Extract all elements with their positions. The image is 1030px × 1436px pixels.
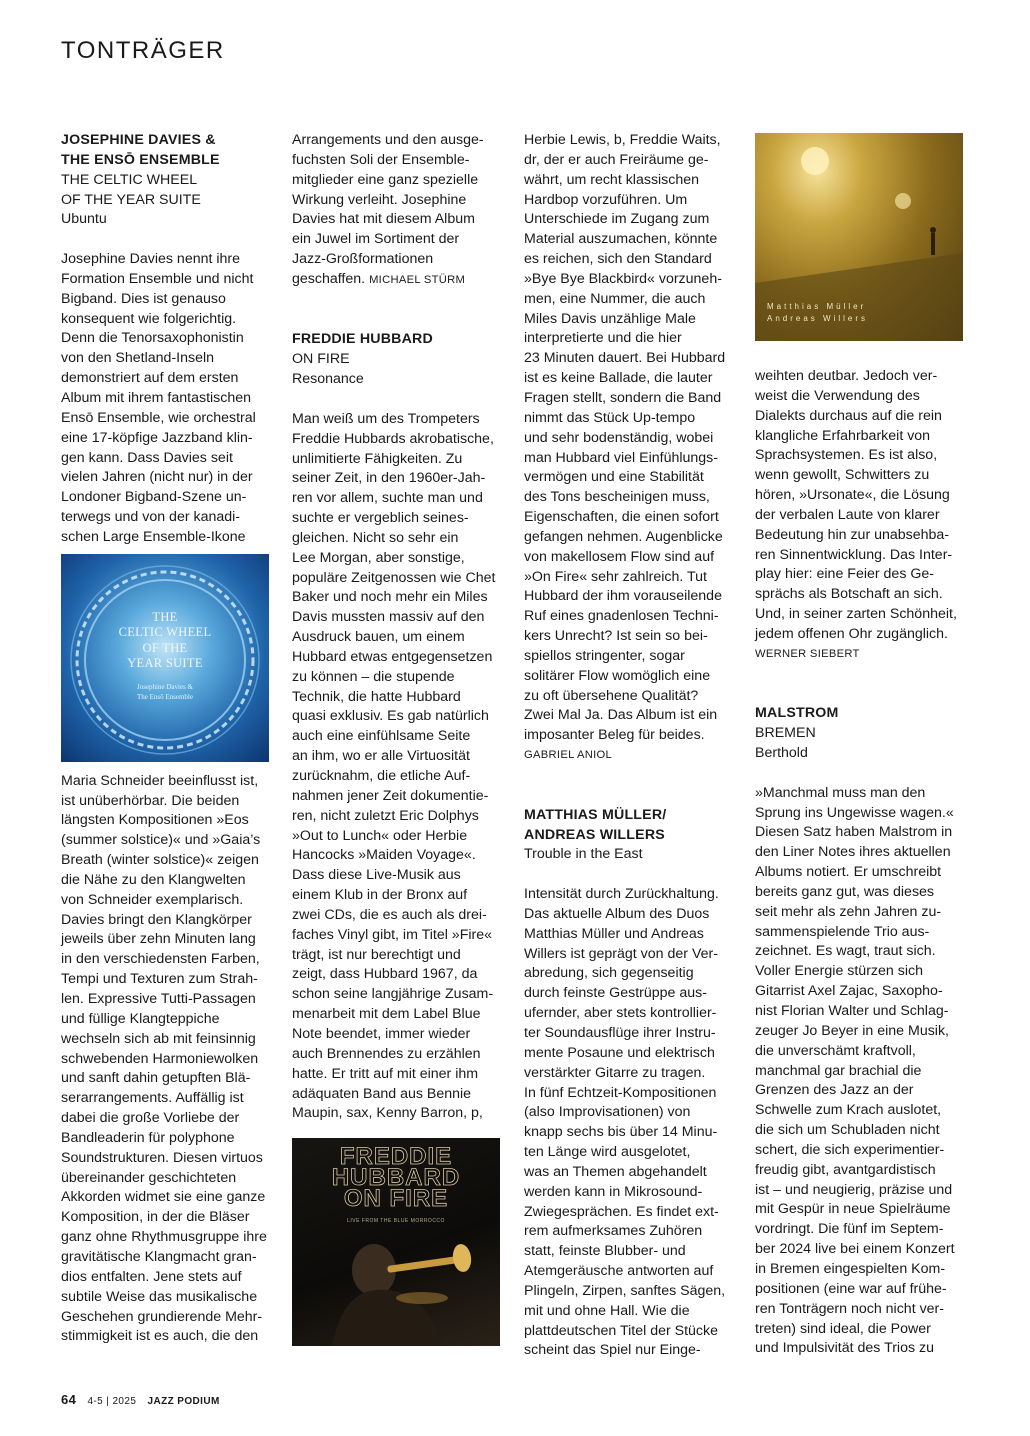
text-line: mente Posaune und elektrisch [524, 1044, 715, 1061]
text-line: Grenzen des Jazz an der [755, 1082, 914, 1099]
text-line: Jazz-Großformationen [292, 251, 434, 268]
review-text [524, 131, 736, 746]
text-line: (also Improvisationen) von [524, 1104, 691, 1121]
text-line: Und, in seiner zarten Schönheit, [755, 606, 957, 623]
text-line: rem aufmerksames Zuhören [524, 1223, 703, 1240]
artist-line: JOSEPHINE DAVIES & [61, 132, 216, 148]
text-line: ren Tonträgern noch nicht ver- [755, 1300, 945, 1317]
text-line: subtile Weise das musikalische [61, 1288, 258, 1305]
text-line: Note beendet, immer wieder [292, 1025, 471, 1042]
text-line: Matthias Müller und Andreas [524, 925, 704, 942]
text-line: Baker und noch mehr ein Miles [292, 589, 488, 606]
text-line: den Liner Notes ihres aktuellen [755, 844, 951, 861]
text-line: und sanft dahin getupften Blä- [61, 1070, 251, 1087]
text-line: zeichnet. Es wagt, traut sich. [755, 943, 936, 960]
text-line: vielen Jahren (nicht nur) in der [61, 469, 253, 486]
text-line: verstärkter Gitarre zu tragen. [524, 1064, 706, 1081]
record-label: Berthold [755, 745, 808, 762]
text-line: plattdeutschen Titel der Stücke [524, 1322, 719, 1339]
text-line: fuchsten Soli der Ensemble- [292, 151, 470, 168]
text-line: sammenspielende Trio aus- [755, 923, 930, 940]
text-line: Plingeln, Zirpen, sanftes Sägen, [524, 1282, 726, 1299]
text-line: seiner Zeit, in den 1960er-Jah- [292, 470, 486, 487]
text-line: an ihm, wo er alle Virtuosität [292, 748, 470, 765]
cover-title: THE CELTIC WHEEL OF THE YEAR SUITE [118, 609, 212, 671]
text-line: wechseln sich ab mit feinsinnig [61, 1030, 256, 1047]
album-title: BREMEN [755, 725, 816, 742]
text-line: die sich um Schubladen nicht [755, 1122, 940, 1139]
column-2 [292, 131, 504, 1346]
text-line: Sprachsystemen. Es ist also, [755, 447, 938, 464]
text-line: Ausdruck bauen, um einem [292, 629, 465, 646]
text-line: Bedeutung hin zur unabsehba- [755, 526, 950, 543]
text-line: demonstriert auf dem ersten [61, 370, 239, 387]
record-label: Resonance [292, 371, 364, 388]
text-line: Unterschiede im Zugang zum [524, 211, 710, 228]
section-title: TONTRÄGER [61, 37, 225, 64]
text-line: terwegs und von der kanadi- [61, 509, 241, 526]
text-line: Akkorden widmet sie eine ganze [61, 1189, 266, 1206]
magazine-name: JAZZ PODIUM [147, 1396, 220, 1407]
text-line: len. Expressive Tutti-Passagen [61, 991, 256, 1007]
text-line: zwei CDs, die es auch als drei- [292, 906, 487, 923]
text-line: Atemgeräusche antworten auf [524, 1263, 714, 1280]
text-line: schwebenden Harmoniewolken [61, 1050, 259, 1067]
text-line: Dialekts durchaus auf die rein [755, 407, 942, 424]
text-line: was an Themen abgehandelt [524, 1163, 707, 1180]
album-cover-trouble-in-the-east [755, 133, 963, 341]
text-line: Intensität durch Zurückhaltung. [524, 886, 719, 903]
album-title: ON FIRE [292, 351, 350, 368]
text-line: dios entfalten. Jene stets auf [61, 1268, 242, 1285]
text-line: mitglieder eine ganz spezielle [292, 171, 479, 188]
text-line: Formation Ensemble und nicht [61, 270, 254, 287]
text-line: Maria Schneider beeinflusst ist, [61, 772, 259, 789]
text-line: Wirkung verleiht. Josephine [292, 191, 467, 208]
artist-line: ANDREAS WILLERS [524, 826, 665, 843]
text-line: vordringt. Die fünf im Septem- [755, 1221, 944, 1238]
review-text [61, 250, 273, 548]
review-text [524, 885, 736, 1361]
text-line: durch feinste Gestrüppe aus- [524, 985, 707, 1002]
column-3 [524, 131, 736, 1361]
text-line: nimmt das Stück Up-tempo [524, 409, 696, 426]
text-line: ist es keine Ballade, die lauter [524, 370, 713, 387]
review-text [61, 772, 273, 1347]
text-line: Fragen stellt, sondern die Band [524, 389, 722, 406]
text-line: zeuger Jo Beyer in eine Musik, [755, 1022, 949, 1039]
text-line: quasi exklusiv. Es gab natürlich [292, 708, 489, 725]
text-line: Komposition, in der die Bläser [61, 1209, 250, 1226]
text-line: populäre Zeitgenossen wie Chet [292, 569, 496, 586]
text-line: Diesen Satz haben Malstrom in [755, 824, 953, 841]
text-line: in den verschiedensten Farben, [61, 951, 260, 968]
text-line: suchte er vergeblich seines- [292, 510, 469, 527]
text-line: ist unüberhörbar. Die beiden [61, 792, 240, 809]
text-line: die unverschämt kraftvoll, [755, 1042, 916, 1059]
text-line: »Manchmal muss man den [755, 784, 926, 801]
text-line: ren, nicht zuletzt Eric Dolphys [292, 807, 479, 824]
text-line: gen kann. Dass Davies seit [61, 449, 233, 466]
text-line: gravitätische Klangmacht gran- [61, 1248, 257, 1265]
text-line: eine 17-köpfige Jazzband klin- [61, 429, 253, 446]
album-cover-on-fire [292, 1138, 500, 1346]
album-title: OF THE YEAR SUITE [61, 191, 201, 208]
text-line: spiellos stringenter, sogar [524, 647, 685, 664]
text-line: und Impulsivität des Trios zu [755, 1340, 934, 1357]
text-line: bereits ganz gut, was dieses [755, 883, 935, 900]
text-line: »Out to Lunch« oder Herbie [292, 827, 468, 844]
text-line: längsten Kompositionen »Eos [61, 812, 249, 829]
text-line: Herbie Lewis, b, Freddie Waits, [524, 132, 721, 148]
text-line: auch eine einfühlsame Seite [292, 728, 471, 745]
text-line: ter Soundausflüge ihrer Instru- [524, 1024, 716, 1041]
text-line: Freddie Hubbards akrobatische, [292, 430, 494, 447]
text-line: in Bremen eingespielten Kom- [755, 1260, 946, 1277]
review-author: WERNER SIEBERT [755, 647, 860, 660]
text-line: mit Gespür in neue Spielräume [755, 1201, 951, 1218]
text-line: sprächs als Botschaft an sich. [755, 586, 943, 603]
text-line: mit und ohne Hall. Wie die [524, 1302, 690, 1319]
text-line: men, eine Nummer, die auch [524, 290, 706, 307]
review-artist: FREDDIE HUBBARD [292, 331, 433, 348]
text-line: solitärer Flow womöglich eine [524, 667, 711, 684]
text-line: hören, »Ursonate«, die Lösung [755, 487, 950, 504]
text-line: Zwiegesprächen. Es findet ext- [524, 1203, 719, 1220]
text-line: die Nähe zu den Klangwelten [61, 871, 246, 888]
text-line: Album mit ihrem fantastischen [61, 389, 252, 406]
text-line: Maupin, sax, Kenny Barron, p, [292, 1105, 483, 1122]
text-line: Eigenschaften, die einen sofort [524, 509, 719, 526]
artist-line: MATTHIAS MÜLLER/ [524, 806, 667, 823]
page-footer [61, 1392, 220, 1407]
text-line: von den Shetland-Inseln [61, 350, 215, 367]
text-line: imposanter Beleg für beides. [524, 727, 705, 744]
text-line: treten) sind ideal, die Power [755, 1320, 931, 1337]
text-line: vermögen und eine Stabilität [524, 469, 704, 486]
text-line: ganz ohne Rhythmusgruppe ihre [61, 1229, 267, 1246]
text-line: (summer solstice)« und »Gaia’s [61, 832, 261, 849]
text-line: Geschehen grundierende Mehr- [61, 1308, 263, 1325]
text-line: trägt, ist nur berechtigt und [292, 946, 461, 963]
text-line: übereinander geschichteten [61, 1169, 237, 1186]
text-line: »On Fire« sehr zahlreich. Tut [524, 568, 707, 585]
text-line: Miles Davis unzählige Male [524, 310, 696, 327]
text-line: zeigt, dass Hubbard 1967, da [292, 966, 478, 983]
text-line: schon seine langjährige Zusam- [292, 986, 494, 1003]
issue-label: 4-5 | 2025 [87, 1396, 137, 1407]
text-line: ist – und neugierig, präzise und [755, 1181, 953, 1198]
text-line: Sprung ins Ungewisse wagen.« [755, 804, 954, 821]
review-text [755, 367, 967, 645]
album-title: THE CELTIC WHEEL [61, 171, 198, 188]
review-artist [524, 806, 736, 846]
text-line: konsequent wie folgerichtig. [61, 310, 237, 327]
text-line: Gitarrist Axel Zajac, Saxopho- [755, 983, 943, 1000]
text-line: schen Large Ensemble-Ikone [61, 528, 246, 545]
text-line: Tempi und Texturen zum Strah- [61, 971, 258, 988]
text-line: Material auszumachen, könnte [524, 231, 718, 248]
text-line: statt, feinste Blubber- und [524, 1243, 686, 1260]
text-line: ren vor allem, suchte man und [292, 490, 483, 507]
text-line: jeweils über zehn Minuten lang [61, 931, 256, 948]
text-line: Bigband. Dies ist genauso [61, 290, 226, 307]
review-text [755, 784, 967, 1359]
text-line: und füllige Klangteppiche [61, 1010, 220, 1027]
text-line: Londoner Bigband-Szene un- [61, 489, 247, 506]
text-line: werden kann in Mikrosound- [524, 1183, 703, 1200]
text-line: des Tons bescheinigen muss, [524, 489, 710, 506]
text-line: seit mehr als zehn Jahren zu- [755, 903, 942, 920]
text-line: währt, um recht klassischen [524, 171, 700, 188]
text-line: manchmal gar brachial die [755, 1062, 922, 1079]
text-line: scheint das Spiel nur Einge- [524, 1342, 701, 1359]
text-line: von Schneider exemplarisch. [61, 891, 244, 908]
review-author: GABRIEL ANIOL [524, 749, 613, 762]
review-text [292, 410, 504, 1124]
text-line: stimmigkeit ist es auch, die den [61, 1328, 259, 1345]
review-text-end: geschaffen. [292, 270, 366, 287]
text-line: Das aktuelle Album des Duos [524, 905, 710, 922]
text-line: der verbalen Laute von klarer [755, 506, 940, 523]
album-title: Trouble in the East [524, 846, 643, 863]
text-line: Bandleaderin für polyphone [61, 1129, 235, 1146]
text-line: Breath (winter solstice)« zeigen [61, 852, 259, 869]
record-label: Ubuntu [61, 211, 107, 228]
text-line: weihten deutbar. Jedoch ver- [755, 368, 938, 384]
text-line: gleichen. Nicht so sehr ein [292, 529, 459, 546]
text-line: Hubbard etwas entgegensetzen [292, 648, 493, 665]
text-line: ber 2024 live bei einem Konzert [755, 1241, 955, 1258]
cover-credit: Josephine Davies & The Ensō Ensemble [137, 682, 193, 701]
text-line: faches Vinyl gibt, im Titel »Fire« [292, 926, 493, 943]
column-1 [61, 131, 273, 1347]
text-line: Schwelle zum Krach auslotet, [755, 1102, 942, 1119]
text-line: Davies hat mit diesem Album [292, 211, 475, 228]
text-line: Hancocks »Maiden Voyage«. [292, 847, 476, 864]
text-line: dabei die große Vorliebe der [61, 1110, 240, 1127]
cover-title: FREDDIE HUBBARD ON FIRE [331, 1143, 461, 1213]
text-line: Ruf eines gnadenlosen Techni- [524, 608, 719, 625]
text-line: jedem offenen Ohr zugänglich. [755, 625, 948, 642]
text-line: kers Unrecht? Ist sein so bei- [524, 628, 708, 645]
text-line: von makellosem Flow sind auf [524, 548, 715, 565]
text-line: man Hubbard viel Einfühlungs- [524, 449, 719, 466]
text-line: nist Florian Walter und Schlag- [755, 1003, 949, 1019]
text-line: Willers ist geprägt von der Ver- [524, 945, 718, 962]
text-line: Lee Morgan, aber sonstige, [292, 549, 465, 566]
text-line: In fünf Echtzeit-Kompositionen [524, 1084, 717, 1101]
text-line: abredung, sich gegenseitig [524, 965, 694, 982]
text-line: wenn gewollt, Schwitters zu [755, 467, 930, 484]
text-line: Ensō Ensemble, wie orchestral [61, 409, 256, 426]
page-number: 64 [61, 1392, 77, 1407]
artist-line: THE ENSŌ ENSEMBLE [61, 151, 220, 168]
text-line: Technik, die hatte Hubbard [292, 688, 461, 705]
text-line: Albums notiert. Er umschreibt [755, 864, 942, 881]
text-line: Hubbard der ihm vorauseilende [524, 588, 722, 605]
text-line: serarrangements. Auffällig ist [61, 1090, 244, 1107]
text-line: Zwei Mal Ja. Das Album ist ein [524, 707, 718, 724]
text-line: play hier: eine Feier des Ge- [755, 566, 935, 583]
review-artist [61, 131, 273, 171]
review-artist: MALSTROM [755, 705, 839, 722]
text-line: positionen (eine war auf frühe- [755, 1280, 947, 1297]
text-line: freudig gibt, avantgardistisch [755, 1161, 936, 1178]
text-line: adäquaten Band aus Bennie [292, 1085, 472, 1102]
text-line: »Bye Bye Blackbird« vorzuneh- [524, 270, 722, 287]
text-line: knapp sechs bis über 14 Minu- [524, 1124, 718, 1141]
text-line: Soundstrukturen. Diesen virtuos [61, 1149, 263, 1166]
text-line: auch Brennendes zu erzählen [292, 1045, 481, 1062]
text-line: Denn die Tenorsaxophonistin [61, 330, 244, 347]
text-line: interpretierte und die hier [524, 330, 682, 347]
trumpet-player-photo [292, 1138, 500, 1346]
text-line: hatte. Er tritt auf mit einer ihm [292, 1065, 479, 1082]
text-line: Voller Energie stürzen sich [755, 963, 923, 980]
review-text [292, 131, 504, 270]
text-line: ten Länge wird ausgelotet, [524, 1144, 691, 1161]
text-line: ein Juwel im Sortiment der [292, 231, 460, 248]
text-line: einem Klub in der Bronx auf [292, 887, 468, 904]
text-line: dr, der er auch Freiräume ge- [524, 151, 709, 168]
text-line: zu können – die stupende [292, 668, 455, 685]
text-line: zurücknahm, die etliche Auf- [292, 768, 471, 784]
text-line: Davis mussten massiv auf den [292, 609, 485, 626]
text-line: unlimitierte Fähigkeiten. Zu [292, 450, 463, 467]
text-line: zu oft übersehene Qualität? [524, 687, 699, 704]
text-line: ufernder, aber stets kontrollier- [524, 1005, 717, 1022]
text-line: Man weiß um des Trompeters [292, 410, 480, 427]
text-line: menarbeit mit dem Label Blue [292, 1006, 481, 1023]
text-line: nahmen jener Zeit dokumentie- [292, 787, 489, 804]
text-line: Dass diese Live-Musik aus [292, 867, 461, 884]
cover-title: Matthias Müller Andreas Willers [767, 302, 869, 323]
text-line: Davies bringt den Klangkörper [61, 911, 252, 928]
text-line: schert, die sich experimentier- [755, 1141, 945, 1158]
text-line: und sehr bodenständig, wobei [524, 429, 714, 446]
text-line: klangliche Erfahrbarkeit von [755, 427, 931, 444]
text-line: Hardbop vorzuführen. Um [524, 191, 688, 208]
text-line: 23 Minuten dauert. Bei Hubbard [524, 350, 726, 367]
text-line: es reichen, sich den Standard [524, 251, 712, 268]
column-4 [755, 133, 967, 1359]
text-line: Josephine Davies nennt ihre [61, 251, 241, 268]
text-line: Arrangements und den ausge- [292, 132, 484, 148]
review-author: MICHAEL STÜRM [369, 273, 466, 286]
cover-subtitle: LIVE FROM THE BLUE MORROCCO [347, 1218, 445, 1225]
text-line: ren Sinnentwicklung. Das Inter- [755, 546, 953, 563]
text-line: weist die Verwendung des [755, 387, 920, 404]
album-cover-celtic-wheel [61, 554, 269, 762]
text-line: gefangen nehmen. Augenblicke [524, 528, 723, 545]
